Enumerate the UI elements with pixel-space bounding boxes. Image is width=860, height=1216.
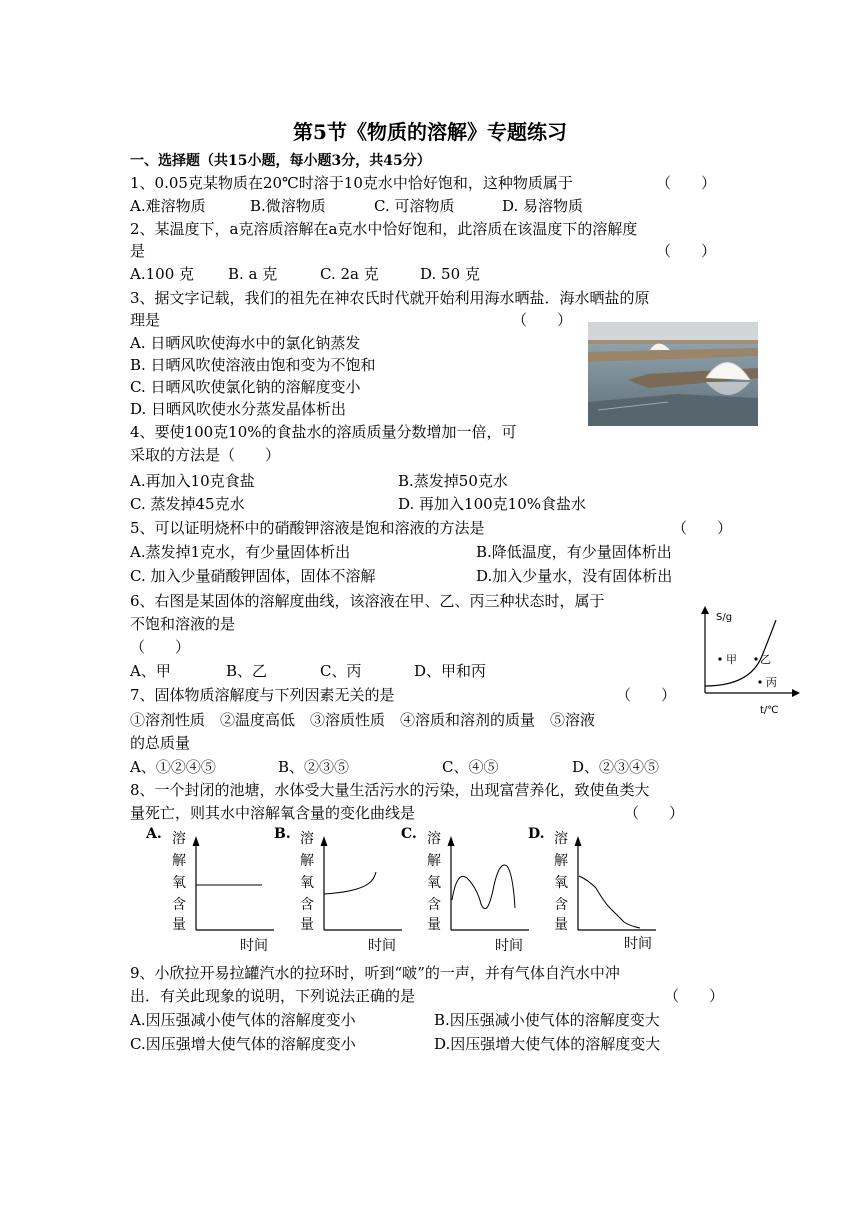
q6-option-b: B、乙 <box>226 662 268 680</box>
q8-chart-a-letter: A. <box>146 826 162 842</box>
q3-option-a: A. 日晒风吹使海水中的氯化钠蒸发 <box>130 334 361 352</box>
q7-answer-paren: （ ） <box>616 686 677 704</box>
page-title: 第5节《物质的溶解》专题练习 <box>293 120 567 144</box>
chart-c-ylabel-5: 量 <box>427 917 441 933</box>
chart-a-ylabel-2: 解 <box>172 853 186 869</box>
chart-d-xlabel: 时间 <box>624 936 652 952</box>
point-jia-dot <box>718 657 721 660</box>
q3-answer-paren: （ ） <box>512 311 573 329</box>
q9-option-a: A.因压强减小使气体的溶解度变小 <box>130 1011 356 1029</box>
q3-option-b: B. 日晒风吹使溶液由饱和变为不饱和 <box>130 356 376 374</box>
q3-stem-line1: 3、据文字记载，我们的祖先在神农氏时代就开始利用海水晒盐．海水晒盐的原 <box>130 289 650 307</box>
q5-option-d: D.加入少量水，没有固体析出 <box>476 567 673 585</box>
q4-option-c: C. 蒸发掉45克水 <box>130 495 245 513</box>
point-bing-dot <box>758 680 761 683</box>
chart-b-ylabel-2: 解 <box>300 853 314 869</box>
section-heading: 一、选择题（共15小题，每小题3分，共45分） <box>130 153 431 169</box>
q9-option-d: D.因压强增大使气体的溶解度变大 <box>434 1035 661 1053</box>
q8-chart-b-letter: B. <box>274 826 291 842</box>
chart-b-curve <box>324 872 376 894</box>
chart-b-ylabel-5: 量 <box>300 917 314 933</box>
q2-option-c: C. 2a 克 <box>320 265 379 283</box>
chart-a-ylabel-3: 氧 <box>172 875 186 891</box>
q2-answer-paren: （ ） <box>656 242 717 260</box>
q3-stem-line2: 理是 <box>130 311 161 329</box>
q6-option-c: C、丙 <box>320 662 362 680</box>
q9-option-c: C.因压强增大使气体的溶解度变小 <box>130 1035 356 1053</box>
chart-d-ylabel-1: 溶 <box>554 831 568 847</box>
chart-b-ylabel-4: 含 <box>300 897 314 913</box>
q3-option-d: D. 日晒风吹使水分蒸发晶体析出 <box>130 400 347 418</box>
q1-option-a: A.难溶物质 <box>130 197 206 215</box>
q8-chart-d-letter: D. <box>528 826 545 842</box>
q5-option-c: C. 加入少量硝酸钾固体，固体不溶解 <box>130 567 376 585</box>
chart-b-ylabel-1: 溶 <box>300 831 314 847</box>
q8-chart-c <box>421 826 541 956</box>
q7-option-d: D、②③④⑤ <box>572 758 660 776</box>
q4-stem-line1: 4、要使100克10%的食盐水的溶质质量分数增加一倍，可 <box>130 423 517 441</box>
graph-x-label: t/℃ <box>760 705 779 716</box>
chart-c-curve <box>452 865 515 909</box>
q9-answer-paren: （ ） <box>664 987 725 1005</box>
chart-a-ylabel-4: 含 <box>172 897 186 913</box>
q8-chart-d <box>548 826 668 956</box>
q6-option-a: A、甲 <box>130 662 171 680</box>
point-jia-label: 甲 <box>726 653 737 666</box>
q8-stem-line1: 8、一个封闭的池塘，水体受大量生活污水的污染，出现富营养化，致使鱼类大 <box>130 781 650 799</box>
solubility-curve-graph <box>690 598 810 718</box>
q1-option-b: B.微溶物质 <box>250 197 326 215</box>
q8-chart-c-letter: C. <box>401 826 417 842</box>
chart-b-xlabel: 时间 <box>368 938 396 954</box>
q4-option-d: D. 再加入100克10%食盐水 <box>398 495 586 513</box>
q6-answer-paren: （ ） <box>130 638 191 656</box>
q5-stem: 5、可以证明烧杯中的硝酸钾溶液是饱和溶液的方法是 <box>130 519 485 537</box>
chart-a-ylabel-5: 量 <box>172 917 186 933</box>
q7-option-b: B、②③⑤ <box>278 758 350 776</box>
salt-pan-photo <box>588 322 758 426</box>
chart-d-ylabel-2: 解 <box>554 853 568 869</box>
q9-option-b: B.因压强减小使气体的溶解度变大 <box>434 1011 660 1029</box>
q7-option-a: A、①②④⑤ <box>130 758 216 776</box>
q1-option-c: C. 可溶物质 <box>374 197 455 215</box>
q7-stem: 7、固体物质溶解度与下列因素无关的是 <box>130 686 395 704</box>
chart-d-ylabel-3: 氧 <box>554 875 568 891</box>
point-bing-label: 丙 <box>766 676 777 689</box>
chart-b-ylabel-3: 氧 <box>300 875 314 891</box>
q1-answer-paren: （ ） <box>656 174 717 192</box>
q8-answer-paren: （ ） <box>624 804 685 822</box>
q5-option-b: B.降低温度，有少量固体析出 <box>476 543 672 561</box>
q7-option-c: C、④⑤ <box>442 758 499 776</box>
chart-c-xlabel: 时间 <box>495 938 523 954</box>
point-yi-dot <box>754 657 757 660</box>
chart-c-ylabel-4: 含 <box>427 897 441 913</box>
chart-a-xlabel: 时间 <box>240 938 268 954</box>
q6-option-d: D、甲和丙 <box>414 662 487 680</box>
q8-chart-a <box>166 826 286 956</box>
q2-stem-line1: 2、某温度下，a克溶质溶解在a克水中恰好饱和，此溶质在该温度下的溶解度 <box>130 220 638 238</box>
q2-option-b: B. a 克 <box>228 265 278 283</box>
chart-d-curve <box>579 876 640 928</box>
chart-a-ylabel-1: 溶 <box>172 831 186 847</box>
point-yi-label: 乙 <box>760 653 771 666</box>
q3-option-c: C. 日晒风吹使氯化钠的溶解度变小 <box>130 378 361 396</box>
chart-d-ylabel-5: 量 <box>554 917 568 933</box>
q5-option-a: A.蒸发掉1克水，有少量固体析出 <box>130 543 351 561</box>
q6-stem-line2: 不饱和溶液的是 <box>130 615 236 633</box>
q5-answer-paren: （ ） <box>672 519 733 537</box>
q4-option-a: A.再加入10克食盐 <box>130 472 255 490</box>
q2-option-a: A.100 克 <box>130 265 194 283</box>
q8-stem-line2: 量死亡，则其水中溶解氧含量的变化曲线是 <box>130 804 416 822</box>
q4-stem-line2: 采取的方法是（ ） <box>130 446 281 464</box>
chart-c-ylabel-2: 解 <box>427 853 441 869</box>
q2-option-d: D. 50 克 <box>420 265 480 283</box>
chart-d-ylabel-4: 含 <box>554 897 568 913</box>
q7-items-line1: ①溶剂性质 ②温度高低 ③溶质性质 ④溶质和溶剂的质量 ⑤溶液 <box>130 711 596 729</box>
q1-option-d: D. 易溶物质 <box>502 197 584 215</box>
chart-c-ylabel-3: 氧 <box>427 875 441 891</box>
q2-stem-line2: 是 <box>130 242 146 260</box>
q7-items-line2: 的总质量 <box>130 734 191 752</box>
q4-option-b: B.蒸发掉50克水 <box>398 472 508 490</box>
chart-c-ylabel-1: 溶 <box>427 831 441 847</box>
q8-chart-b <box>294 826 414 956</box>
q1-stem: 1、0.05克某物质在20℃时溶于10克水中恰好饱和，这种物质属于 <box>130 174 573 192</box>
q9-stem-line2: 出．有关此现象的说明，下列说法正确的是 <box>130 987 416 1005</box>
q9-stem-line1: 9、小欣拉开易拉罐汽水的拉环时，听到“啵”的一声，并有气体自汽水中冲 <box>130 964 620 982</box>
q6-stem-line1: 6、右图是某固体的溶解度曲线，该溶液在甲、乙、丙三种状态时，属于 <box>130 592 605 610</box>
graph-y-label: S/g <box>716 612 733 623</box>
